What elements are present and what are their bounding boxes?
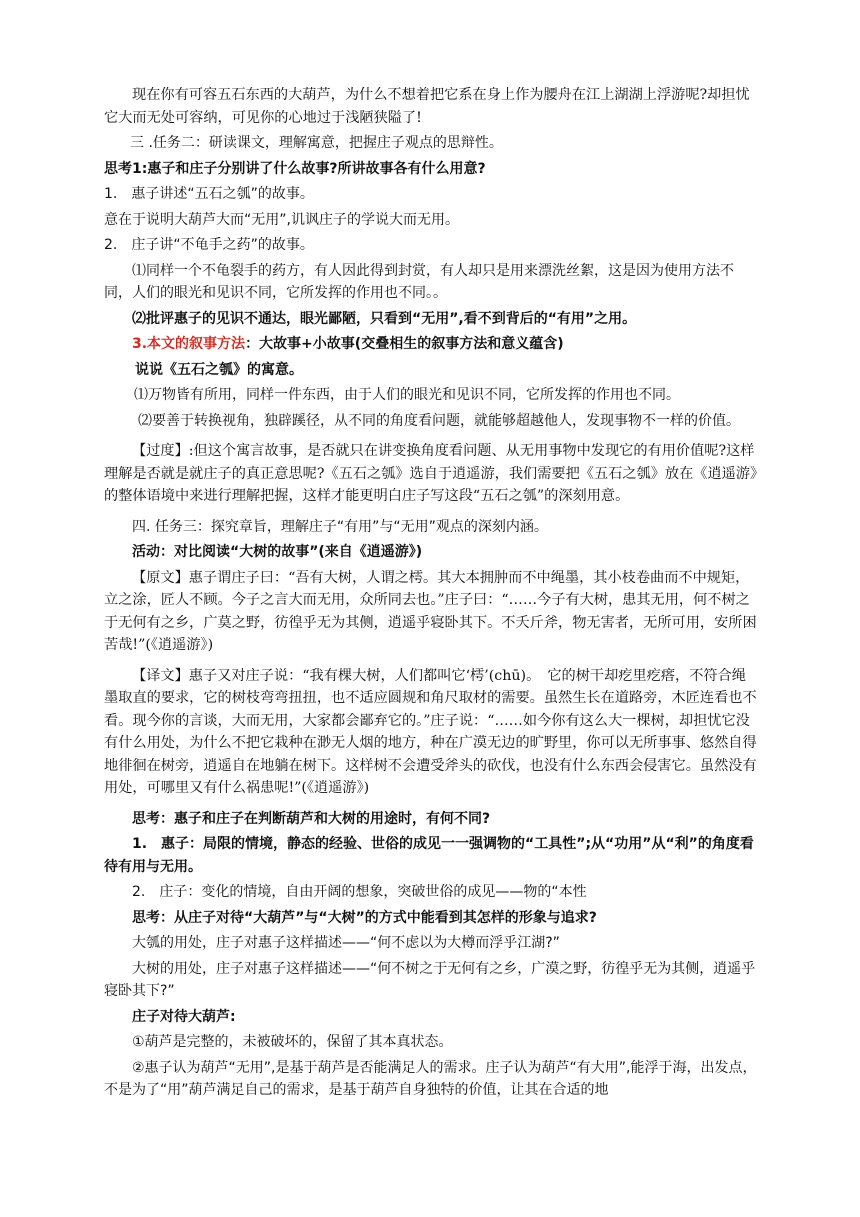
paragraph-gourd-advice: 现在你有可容五石东西的大葫芦，为什么不想着把它系在身上作为腰舟在江上湖湖上浮游呢?却担忧它大而无处可容纳，可见你的心地过于浅陋狭隘了! [104,87,750,126]
list-item-2-point-b: ⑵批评惠子的见识不通达，眼光鄙陋，只看到“无用”,看不到背后的“有用”之用。 [132,310,637,327]
section-heading-task2: 三 .任务二：研读课文，理解寓意，把握庄子观点的思辩性。 [130,135,503,151]
moral-point-2: ⑵要善于转换视角，独辟蹊径，从不同的角度看问题，就能够超越他人，发现事物不一样的价值。 [138,412,740,429]
section-heading-task3: 四. 任务三：探究章旨，理解庄子“有用”与“无用”观点的深刻内涵。 [132,518,548,535]
list-item-2: 2. 庄子讲“不龟手之药”的故事。 [104,237,314,253]
narrative-method-text: ：大故事+小故事(交叠相生的叙事方法和意义蕴含) [245,336,564,352]
translation-paragraph: 【译文】惠子又对庄子说：“我有棵大树，人们都叫它‘樗’(chū)。 它的树干却疙里疙瘩，不符合绳墨取直的要求，它的树枝弯弯扭扭，也不适应圆规和角尺取材的需要。虽然生长在道路旁，木匠连看也不看。现今你的言谈，大而无用，大家都会鄙弃它的。”庄子说：“……如今你有这么大一棵树，却担忧它没有什么用处，为什么不把它栽种在渺无人烟的地方，种在广漠无边的旷野里，你可以无所事事、悠然自得地徘徊在树旁，逍遥自在地躺在树下。这样树不会遭受斧头的砍伐，也没有什么东西会侵害它。虽然没有用处，可哪里又有什么祸患呢!”(《逍遥游》) [104,667,757,796]
question-heading-2: 思考：惠子和庄子在判断葫芦和大树的用途时，有何不同? [132,810,491,827]
answer-zhuangzi: 2. 庄子：变化的情境，自由开阔的想象，突破世俗的成见——物的“本性 [132,884,587,900]
gourd-usage-line: 大瓠的用处，庄子对惠子这样描述——“何不虑以为大樽而浮乎江湖?” [132,935,560,951]
answer-huizi: 1. 惠子：局限的情境，静态的经验、世俗的成见一一强调物的“工具性”;从“功用”从“利”的角度看待有用与无用。 [104,836,754,875]
treat-gourd-point-2: ②惠子认为葫芦“无用”,是基于葫芦是否能满足人的需求。庄子认为葫芦“有大用”,能浮于海，出发点，不是为了“用”葫芦满足自己的需求，是基于葫芦自身独特的价值，让其在合适的地 [104,1059,757,1098]
original-text-paragraph: 【原文】惠子谓庄子曰：“吾有大树，人谓之樗。其大本拥肿而不中绳墨，其小枝卷曲而不中规矩，立之涂，匠人不顾。今子之言大而无用，众所同去也。”庄子曰：“……今子有大树，患其无用，何不树之于无何有之乡，广莫之野，彷徨乎无为其侧，逍遥乎寝卧其下。不夭斤斧，物无害者，无所可用，安所困苦哉!”(《逍遥游》) [104,569,757,653]
list-item-2-point-a: ⑴同样一个不龟裂手的药方，有人因此得到封赏，有人却只是用来漂洗丝絮，这是因为使用方法不同，人们的眼光和见识不同，它所发挥的作用也不同。。 [104,262,734,301]
tree-usage-line: 大树的用处，庄子对惠子这样描述——“何不树之于无何有之乡，广漠之野，彷徨乎无为其侧，逍遥乎寝卧其下?” [104,960,756,999]
activity-heading: 活动：对比阅读“大树的故事”(来自《逍遥游》) [132,544,423,560]
question-heading-3: 思考：从庄子对待“大葫芦”与“大树”的方式中能看到其怎样的形象与追求? [132,909,597,926]
treat-gourd-heading: 庄子对待大葫芦: [132,1008,236,1025]
list-item-1: 1. 惠子讲述“五石之瓠”的故事。 [104,186,314,202]
moral-question: 说说《五石之瓠》的寓意。 [135,361,303,378]
narrative-method-label: 3.本文的叙事方法 [132,336,246,352]
moral-point-1: ⑴万物皆有所用，同样一件东西，由于人们的眼光和见识不同，它所发挥的作用也不同。 [134,387,680,403]
transition-paragraph: 【过度】:但这个寓言故事，是否就只在讲变换角度看问题、从无用事物中发现它的有用价值呢?这样理解是否就是就庄子的真正意思呢?《五石之瓠》选自于逍遥游，我们需要把《五石之瓠》放在《逍遥游》的整体语境中来进行理解把握，这样才能更明白庄子写这段“五石之瓠”的深刻用意。 [104,443,758,504]
question-heading-1: 思考1:惠子和庄子分别讲了什么故事?所讲故事各有什么用意? [104,160,486,177]
treat-gourd-point-1: ①葫芦是完整的，未被破坏的，保留了其本真状态。 [132,1034,453,1050]
list-item-1-desc: 意在于说明大葫芦大而“无用”,讥讽庄子的学说大而无用。 [104,211,459,228]
narrative-method-line [104,333,760,356]
